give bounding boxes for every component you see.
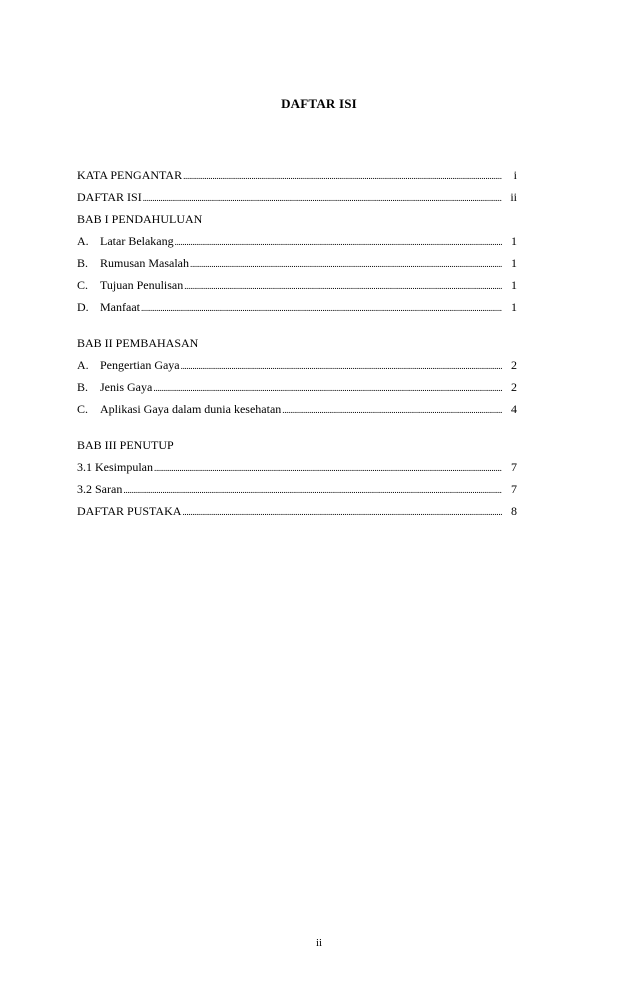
toc-entry-number: C. (77, 402, 89, 416)
toc-entry (77, 398, 517, 420)
toc-entry-label: Pengertian Gaya (100, 358, 180, 372)
toc-entry-number: C. (77, 278, 89, 292)
toc-entry-label: Jenis Gaya (100, 380, 153, 394)
dot-leader (183, 164, 502, 186)
toc-entry-page: i (513, 168, 517, 182)
toc-entry-page: 4 (511, 402, 517, 416)
toc-entry (77, 230, 517, 252)
table-of-contents (77, 164, 517, 522)
dot-leader (282, 398, 502, 420)
toc-entry-kata-pengantar (77, 164, 517, 186)
chapter-heading-bab1: BAB I PENDAHULUAN (77, 212, 203, 226)
toc-entry-label: Rumusan Masalah (100, 256, 189, 270)
dot-leader (190, 252, 502, 274)
toc-entry-daftar-isi (77, 186, 517, 208)
dot-leader (154, 456, 502, 478)
toc-entry (77, 296, 517, 318)
toc-entry-label: 3.1 Kesimpulan (77, 460, 153, 474)
toc-entry-page: 1 (511, 256, 517, 270)
dot-leader (184, 274, 502, 296)
toc-entry (77, 456, 517, 478)
chapter-heading-bab2: BAB II PEMBAHASAN (77, 336, 199, 350)
dot-leader (181, 354, 502, 376)
toc-entry-page: 7 (511, 460, 517, 474)
toc-entry (77, 354, 517, 376)
toc-entry-label: DAFTAR PUSTAKA (77, 504, 182, 518)
toc-entry-label: Latar Belakang (100, 234, 174, 248)
toc-entry-number: D. (77, 300, 89, 314)
toc-entry-label: DAFTAR ISI (77, 190, 142, 204)
toc-entry (77, 252, 517, 274)
toc-entry-number: A. (77, 358, 89, 372)
toc-entry-number: B. (77, 380, 89, 394)
toc-entry-page: 1 (511, 278, 517, 292)
toc-entry (77, 376, 517, 398)
toc-entry-number: B. (77, 256, 89, 270)
toc-entry-label: Tujuan Penulisan (100, 278, 184, 292)
page-number: ii (315, 937, 323, 949)
toc-entry-page: 2 (511, 358, 517, 372)
dot-leader (143, 186, 502, 208)
toc-entry-page: 8 (511, 504, 517, 518)
toc-entry-label: Aplikasi Gaya dalam dunia kesehatan (100, 402, 282, 416)
toc-entry-label: Manfaat (100, 300, 140, 314)
toc-entry-page: ii (510, 190, 517, 204)
toc-entry (77, 478, 517, 500)
chapter-heading-bab3: BAB III PENUTUP (77, 438, 174, 452)
page-title: DAFTAR ISI (281, 96, 357, 111)
toc-entry-page: 1 (511, 300, 517, 314)
dot-leader (141, 296, 502, 318)
toc-entry-page: 2 (511, 380, 517, 394)
toc-entry-label: KATA PENGANTAR (77, 168, 183, 182)
toc-entry-daftar-pustaka (77, 500, 517, 522)
toc-entry-number: A. (77, 234, 89, 248)
toc-entry (77, 274, 517, 296)
dot-leader (153, 376, 502, 398)
dot-leader (123, 478, 502, 500)
toc-entry-page: 7 (511, 482, 517, 496)
dot-leader (175, 230, 502, 252)
toc-entry-label: 3.2 Saran (77, 482, 123, 496)
toc-entry-page: 1 (511, 234, 517, 248)
dot-leader (182, 500, 502, 522)
